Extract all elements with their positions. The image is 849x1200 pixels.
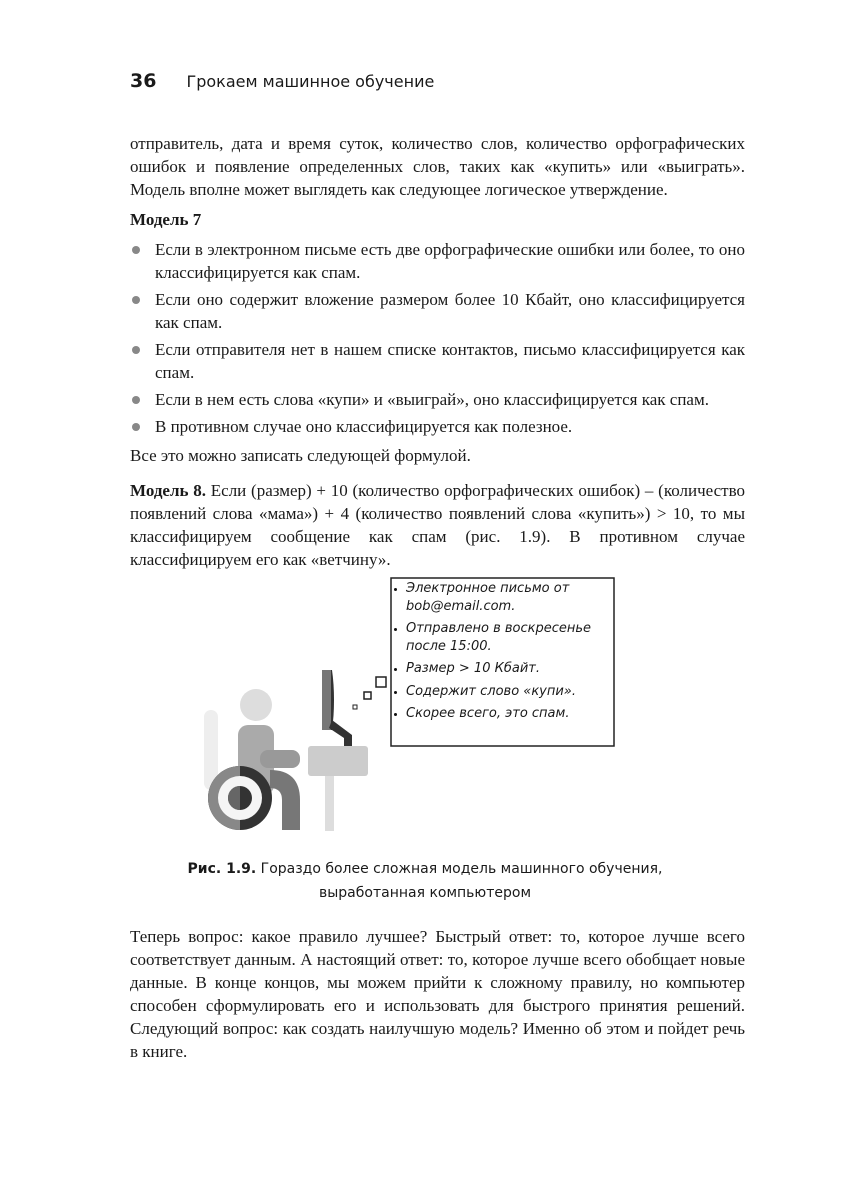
list-item: Если оно содержит вложение размером более 10 Кбайт, оно классифицируется как спам. bbox=[130, 288, 745, 334]
paragraph-text: отправитель, дата и время суток, количество слов, количество орфографических ошибок и появление определенных слов, таких как «купить» или «выиграть». Модель вполне может выглядеть как следующее логическое утверждение. bbox=[130, 134, 745, 199]
formula-intro: Все это можно записать следующей формулой. bbox=[130, 446, 471, 465]
list-item: Если в нем есть слова «купи» и «выиграй», оно классифицируется как спам. bbox=[130, 388, 745, 411]
model7-rules bbox=[130, 238, 745, 438]
book-title: Грокаем машинное обучение bbox=[186, 72, 435, 91]
model7-title: Модель 7 bbox=[130, 210, 202, 229]
paragraph bbox=[130, 925, 745, 1063]
model8-label: Модель 8. bbox=[130, 481, 207, 500]
list-item: Если отправителя нет в нашем списке контактов, письмо классифицируется как спам. bbox=[130, 338, 745, 384]
email-features-note bbox=[392, 580, 612, 728]
caption-text: Гораздо более сложная модель машинного обучения, выработанная компьютером bbox=[256, 861, 663, 901]
list-item: Содержит слово «купи». bbox=[392, 683, 612, 701]
list-item: В противном случае оно классифицируется как полезное. bbox=[130, 415, 745, 438]
list-item: Размер > 10 Кбайт. bbox=[392, 660, 612, 678]
page-number: 36 bbox=[130, 70, 157, 92]
list-item: Электронное письмо от bob@email.com. bbox=[392, 580, 612, 615]
person-icon bbox=[240, 689, 272, 721]
list-item: Если в электронном письме есть две орфографические ошибки или более, то оно классифицируется как спам. bbox=[130, 238, 745, 284]
caption-label: Рис. 1.9. bbox=[187, 861, 257, 877]
paragraph-text: Теперь вопрос: какое правило лучшее? Быстрый ответ: то, которое лучше всего соответствует данным. А настоящий ответ: то, которое лучше всего обобщает новые данные. В конце концов, мы можем прийти к сложному правилу, но компьютер способен сформулировать его и использовать для быстрого принятия решений. Следующий вопрос: как создать наилучшую модель? Именно об этом и пойдет речь в книге. bbox=[130, 927, 745, 1061]
running-header bbox=[130, 70, 434, 92]
thought-bubble bbox=[364, 692, 371, 699]
thought-bubble bbox=[376, 677, 386, 687]
thought-bubble bbox=[353, 705, 357, 709]
figure-caption bbox=[150, 857, 700, 905]
desk-icon bbox=[308, 746, 368, 776]
model8-text: Если (размер) + 10 (количество орфографических ошибок) – (количество появлений слова «мама») + 4 (количество появлений слова «купить») > 10, то мы классифицируем сообщение как спам (рис. 1.9). В противном случае классифицируем его как «ветчину». bbox=[130, 481, 745, 569]
list-item: Отправлено в воскресенье после 15:00. bbox=[392, 620, 612, 655]
list-item: Скорее всего, это спам. bbox=[392, 705, 612, 723]
paragraph bbox=[130, 132, 745, 571]
